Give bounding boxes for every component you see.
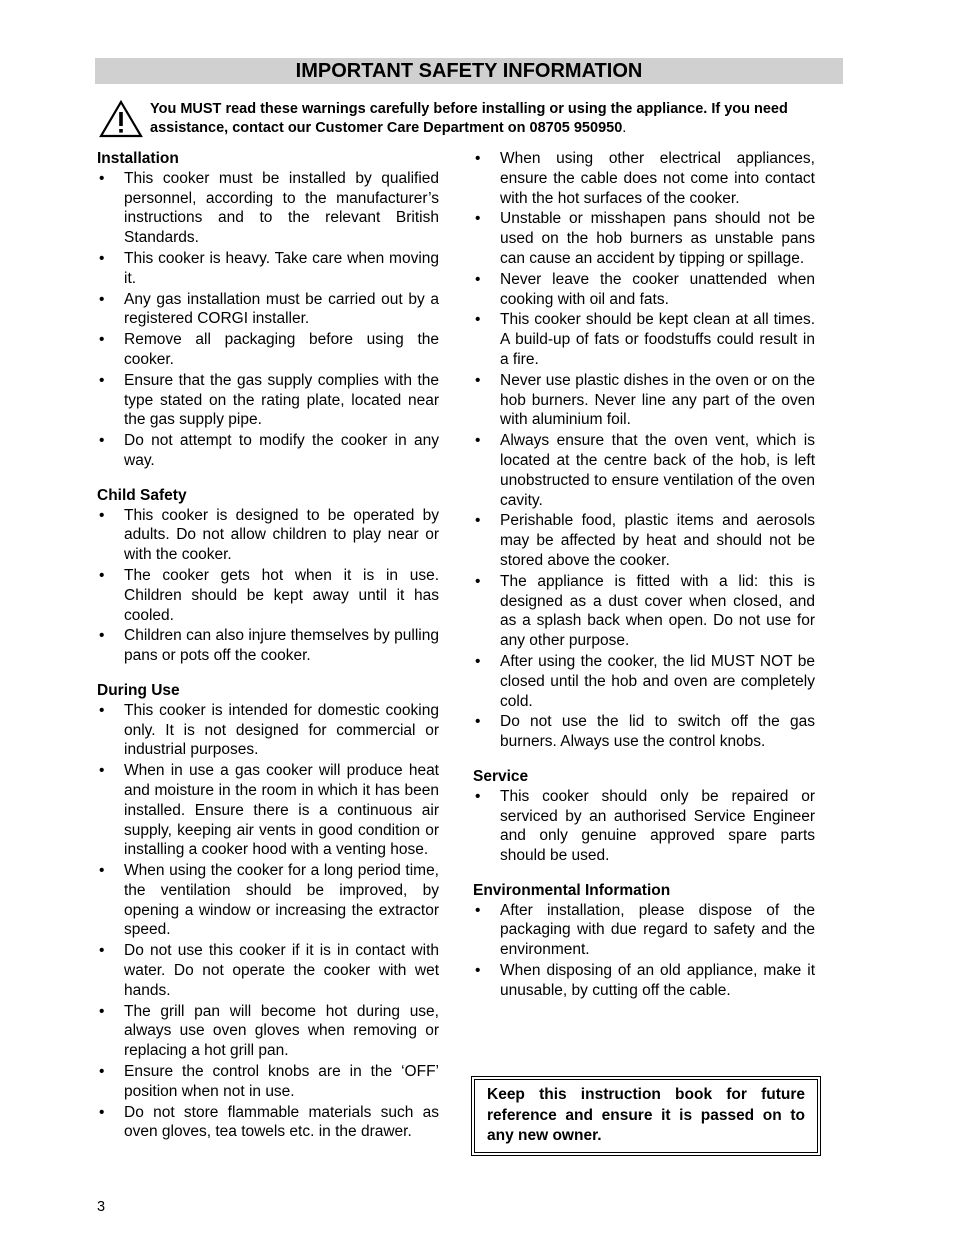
bullet-icon: •: [475, 713, 481, 731]
bullet-icon: •: [99, 331, 105, 349]
list-item-text: After using the cooker, the lid MUST NOT be closed until the hob and oven are completely cold.: [500, 652, 815, 710]
page-title: IMPORTANT SAFETY INFORMATION: [295, 60, 643, 82]
list-item-text: Remove all packaging before using the cooker.: [124, 331, 439, 368]
section-heading: Service: [473, 767, 529, 785]
list-item: [473, 431, 815, 510]
list-item: [473, 209, 815, 268]
list-item-text: When using the cooker for a long period time, the ventilation should be improved, by opening a window or increasing the extractor speed.: [124, 862, 439, 939]
bullet-icon: •: [99, 1002, 105, 1020]
left-column: [97, 149, 439, 1143]
list-item-text: This cooker is heavy. Take care when moving it.: [124, 249, 439, 287]
list-item: [473, 572, 815, 651]
list-item: [473, 270, 815, 310]
bullet-list: [97, 506, 439, 666]
list-item: [97, 941, 439, 1000]
bullet-icon: •: [99, 169, 105, 187]
bullet-icon: •: [475, 512, 481, 530]
list-item: [97, 290, 439, 330]
list-item-text: After installation, please dispose of the packaging with due regard to safety and the environment.: [500, 901, 815, 959]
list-item: [473, 652, 815, 711]
bullet-icon: •: [475, 572, 481, 590]
warning-text-bold: You MUST read these warnings carefully before installing or using the appliance. If you need assistance, contact our Customer Care Department on 08705 950950: [150, 101, 788, 136]
list-item: [473, 787, 815, 866]
bullet-icon: •: [475, 901, 481, 919]
list-item-text: The cooker gets hot when it is in use. Children should be kept away until it has cooled.: [124, 566, 439, 624]
bullet-icon: •: [475, 311, 481, 329]
list-item: [97, 371, 439, 430]
list-item-text: Ensure the control knobs are in the ‘OFF’ position when not in use.: [124, 1063, 439, 1100]
list-item: [97, 1103, 439, 1143]
bullet-icon: •: [99, 249, 105, 267]
bullet-list: [473, 149, 815, 752]
list-item-text: Always ensure that the oven vent, which is located at the centre back of the hob, is left unobstructed to ensure ventilation of the oven cavity.: [500, 432, 815, 509]
bullet-icon: •: [475, 962, 481, 980]
list-item: [473, 149, 815, 208]
list-item: [97, 169, 439, 248]
list-item-text: Do not use the lid to switch off the gas burners. Always use the control knobs.: [500, 713, 815, 751]
section-heading: Installation: [97, 150, 179, 167]
list-item: [473, 511, 815, 570]
bullet-icon: •: [99, 371, 105, 389]
bullet-icon: •: [475, 270, 481, 288]
list-item: [473, 310, 815, 369]
list-item: [97, 701, 439, 760]
list-item-text: This cooker should be kept clean at all times. A build-up of fats or foodstuffs could result in a fire.: [500, 311, 815, 368]
bullet-icon: •: [475, 652, 481, 670]
list-item-text: The grill pan will become hot during use, always use oven gloves when removing or replacing a hot grill pan.: [124, 1002, 439, 1060]
list-item: [97, 1002, 439, 1061]
bullet-icon: •: [99, 762, 105, 780]
list-item: [97, 861, 439, 940]
list-item-text: When in use a gas cooker will produce heat and moisture in the room in which it has been installed. Ensure there is a continuous air supply, keeping air vents in good condition or installing a cooker hood with a venting hose.: [124, 762, 439, 859]
list-item-text: The appliance is fitted with a lid: this is designed as a dust cover when closed, and as a splash back when open. Do not use for any other purpose.: [500, 572, 815, 650]
list-item-text: This cooker should only be repaired or serviced by an authorised Service Engineer and only genuine approved spare parts should be used.: [500, 787, 815, 865]
list-item-text: This cooker must be installed by qualified personnel, according to the manufacturer’s instructions and to the relevant British Standards.: [124, 169, 439, 247]
list-item: [97, 626, 439, 666]
list-item: [473, 961, 815, 1001]
bullet-icon: •: [99, 1063, 105, 1081]
keep-note-text: Keep this instruction book for future reference and ensure it is passed on to any new owner.: [487, 1086, 805, 1144]
bullet-icon: •: [99, 290, 105, 308]
right-column: [473, 149, 815, 1002]
keep-note-box: [471, 1076, 821, 1156]
bullet-icon: •: [99, 432, 105, 450]
section-heading: Child Safety: [97, 486, 187, 504]
list-item-text: Children can also injure themselves by pulling pans or pots off the cooker.: [124, 627, 439, 665]
section-heading: Environmental Information: [473, 881, 671, 899]
list-item: [97, 249, 439, 289]
list-item: [97, 1062, 439, 1102]
list-item: [97, 761, 439, 860]
bullet-list: [473, 901, 815, 1001]
bullet-list: [97, 701, 439, 1143]
bullet-icon: •: [475, 432, 481, 450]
list-item-text: Never use plastic dishes in the oven or on the hob burners. Never line any part of the oven with aluminium foil.: [500, 371, 815, 429]
bullet-icon: •: [99, 506, 105, 524]
bullet-icon: •: [99, 566, 105, 584]
bullet-list: [473, 787, 815, 866]
list-item-text: Do not attempt to modify the cooker in any way.: [124, 432, 439, 469]
list-item-text: Ensure that the gas supply complies with the type stated on the rating plate, located near the gas supply pipe.: [124, 371, 439, 429]
bullet-icon: •: [99, 701, 105, 719]
section-heading: During Use: [97, 681, 180, 699]
list-item-text: This cooker is designed to be operated by adults. Do not allow children to play near or with the cooker.: [124, 506, 439, 564]
list-item-text: Unstable or misshapen pans should not be used on the hob burners as unstable pans can cause an accident by tipping or spillage.: [500, 210, 815, 267]
page-number: 3: [97, 1199, 106, 1215]
bullet-icon: •: [99, 862, 105, 880]
list-item: [97, 566, 439, 625]
warning-triangle-icon: [99, 100, 143, 138]
list-item: [473, 712, 815, 752]
list-item-text: When using other electrical appliances, ensure the cable does not come into contact with the hot surfaces of the cooker.: [500, 150, 815, 207]
bullet-icon: •: [99, 1103, 105, 1121]
bullet-icon: •: [475, 371, 481, 389]
warning-text: [150, 100, 830, 138]
list-item-text: Any gas installation must be carried out by a registered CORGI installer.: [124, 290, 439, 328]
list-item-text: Perishable food, plastic items and aerosols may be affected by heat and should not be stored above the cooker.: [500, 512, 815, 569]
title-bar: [95, 58, 843, 84]
list-item: [97, 330, 439, 370]
bullet-icon: •: [99, 942, 105, 960]
bullet-icon: •: [475, 150, 481, 167]
list-item: [473, 371, 815, 430]
list-item: [97, 431, 439, 471]
list-item-text: Never leave the cooker unattended when cooking with oil and fats.: [500, 270, 815, 308]
list-item-text: This cooker is intended for domestic cooking only. It is not designed for commercial or industrial purposes.: [124, 701, 439, 759]
list-item-text: Do not store flammable materials such as oven gloves, tea towels etc. in the drawer.: [124, 1103, 439, 1141]
list-item: [473, 901, 815, 960]
bullet-list: [97, 169, 439, 471]
list-item-text: When disposing of an old appliance, make it unusable, by cutting off the cable.: [500, 962, 815, 999]
bullet-icon: •: [99, 627, 105, 645]
bullet-icon: •: [475, 210, 481, 228]
warning-text-end: .: [622, 120, 627, 136]
list-item-text: Do not use this cooker if it is in contact with water. Do not operate the cooker with wet hands.: [124, 942, 439, 999]
list-item: [97, 506, 439, 565]
bullet-icon: •: [475, 787, 481, 805]
